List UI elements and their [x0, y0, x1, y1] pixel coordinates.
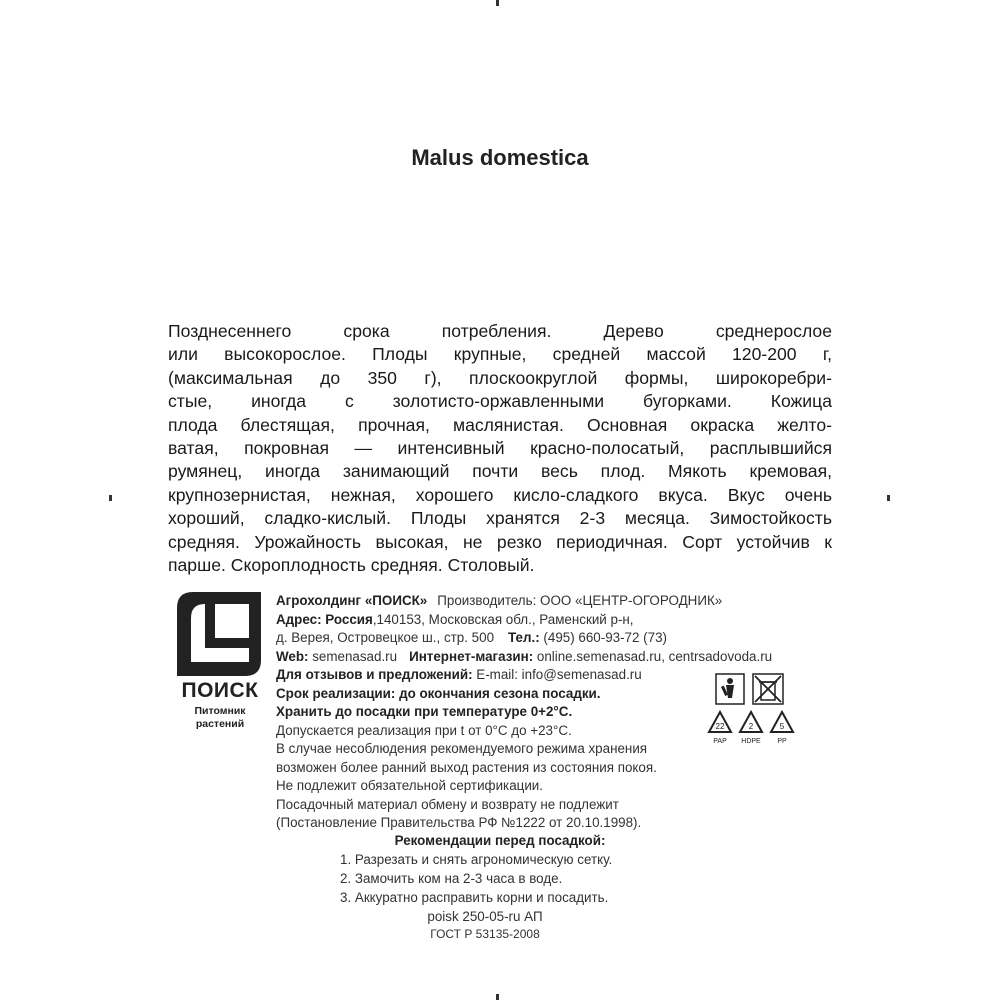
certification-note: Не подлежит обязательной сертификации. [276, 778, 543, 793]
recycle-hdpe-icon [740, 712, 762, 745]
address-row [276, 611, 836, 630]
latin-name-title: Malus domestica [411, 145, 589, 170]
planting-recommendations [0, 831, 1000, 943]
hdpe-code: 2 [748, 722, 754, 731]
web-link[interactable]: semenasad.ru [312, 648, 398, 664]
address-line-2: д. Верея, Островецкое ш., стр. 500 [276, 630, 495, 645]
description-line: крупнозернистая, нежная, хорошего кисло-сладкого вкуса. Вкус очень [168, 484, 832, 505]
description-line: средняя. Урожайность высокая, не резко периодичная. Сорт устойчив к [168, 531, 832, 552]
return-note: (Постановление Правительства РФ №1222 от 20.10.1998). [276, 815, 642, 830]
description-line: плода блестящая, прочная, маслянистая. Основная окраска желто- [168, 414, 832, 435]
logo-subtitle-line: Питомник [194, 705, 246, 717]
crop-mark-bottom [496, 994, 499, 1000]
eco-labels [706, 672, 796, 752]
description-line: Позднесеннего срока потребления. Дерево среднерослое [168, 321, 832, 341]
description-line: хороший, сладко-кислый. Плоды хранятся 2-3 месяца. Зимостойкость [168, 508, 832, 529]
recommendation-item: 2. Замочить ком на 2-3 часа в воде. [340, 871, 563, 886]
address-text: ,140153, Московская обл., Раменский р-н, [372, 611, 634, 627]
recommendations-title: Рекомендации перед посадкой: [394, 833, 606, 848]
no-litter-icon [753, 674, 783, 704]
dispose-in-bin-icon [716, 674, 744, 704]
hdpe-label: HDPE [741, 738, 761, 745]
warning-line: В случае несоблюдения рекомендуемого режима хранения [276, 741, 648, 756]
pap-code: 22 [715, 722, 725, 731]
feedback-email[interactable]: E-mail: info@semenasad.ru [476, 667, 642, 682]
product-code: poisk 250-05-ru АП [427, 909, 543, 924]
feedback-label: Для отзывов и предложений: [276, 667, 473, 682]
shop-label: Интернет-магазин: [409, 648, 534, 664]
pp-code: 5 [779, 722, 785, 731]
pap-label: PAP [713, 738, 727, 745]
logo-name: ПОИСК [181, 679, 259, 702]
storage-text: Хранить до посадки при температуре 0+2°С. [276, 704, 573, 719]
description-line: парше. Скороплодность средняя. Столовый. [168, 555, 535, 576]
producer-name: Производитель: ООО «ЦЕНТР-ОГОРОДНИК» [437, 593, 723, 608]
gost-standard: ГОСТ Р 53135-2008 [430, 927, 540, 941]
sale-term-text: Срок реализации: до окончания сезона посадки. [276, 685, 601, 701]
crop-mark-right [887, 495, 890, 501]
tel-label: Тел.: [508, 630, 540, 645]
tel-value: (495) 660-93-72 (73) [543, 630, 667, 645]
description-line: ватая, покровная — интенсивный красно-полосатый, расплывшийся [168, 438, 832, 459]
warning-line: возможен более ранний выход растения из состояния покоя. [276, 759, 657, 775]
description-line: стые, иногда с золотисто-оржавленными бугорками. Кожица [168, 391, 832, 412]
logo-subtitle [175, 705, 265, 731]
address-label: Адрес: [276, 611, 322, 627]
address-row-2 [276, 629, 836, 648]
allowed-sale: Допускается реализация при t от 0°С до +23°С. [276, 722, 572, 738]
company-name: Агрохолдинг «ПОИСК» [276, 593, 428, 608]
recycle-pp-icon [771, 712, 793, 745]
crop-mark-top [496, 0, 499, 6]
return-note: Посадочный материал обмену и возврату не подлежит [276, 796, 619, 812]
company-row [276, 592, 836, 611]
address-country: Россия [325, 611, 373, 627]
description-line: или высокорослое. Плоды крупные, средней массой 120-200 г, [168, 344, 832, 365]
logo-subtitle-line: растений [195, 718, 245, 730]
recycle-pap-icon [709, 712, 731, 745]
description-line: румянец, иногда занимающий почти весь плод. Мякоть кремовая, [168, 461, 832, 482]
poisk-logo [175, 590, 265, 740]
web-label: Web: [276, 648, 309, 664]
pp-label: PP [777, 738, 787, 745]
web-row [276, 648, 836, 667]
recommendation-item: 1. Разрезать и снять агрономическую сетку. [340, 852, 613, 867]
poisk-logo-mark-icon [175, 590, 265, 678]
variety-description [168, 320, 832, 577]
recommendation-item: 3. Аккуратно расправить корни и посадить. [340, 890, 609, 905]
crop-mark-left [109, 495, 112, 501]
shop-link[interactable]: online.semenasad.ru, centrsadovoda.ru [536, 648, 773, 664]
description-line: (максимальная до 350 г), плоскоокруглой формы, широкоребри- [168, 367, 832, 388]
